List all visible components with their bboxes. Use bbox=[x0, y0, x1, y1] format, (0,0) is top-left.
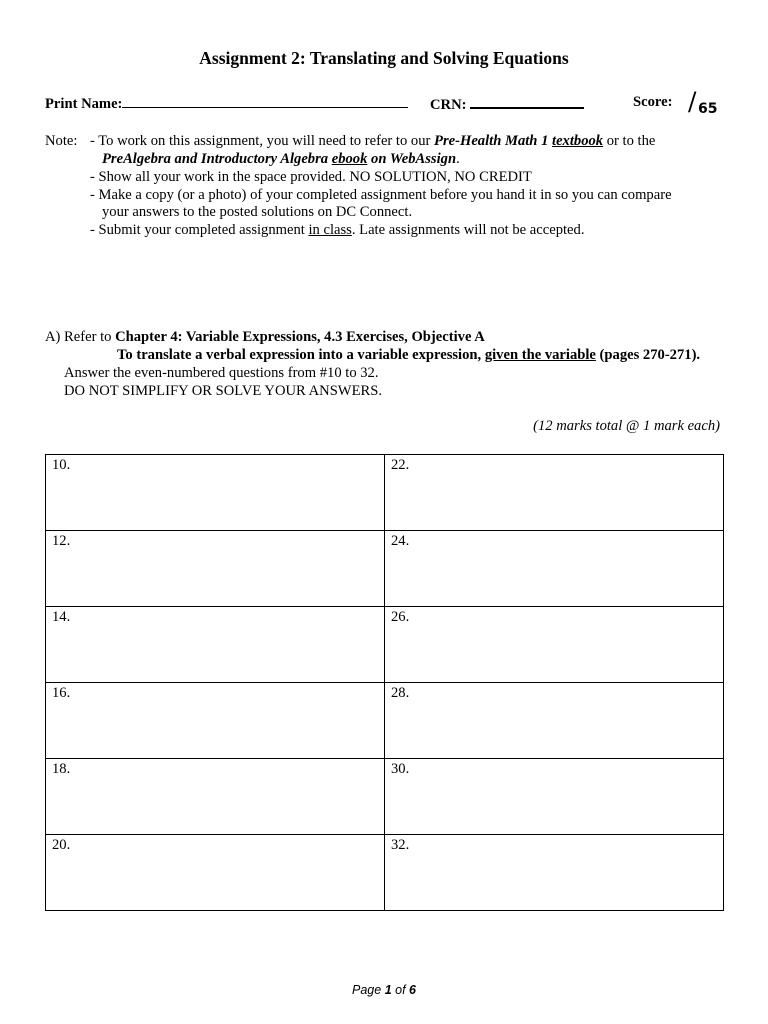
answer-cell[interactable]: 10. bbox=[46, 455, 385, 531]
crn-label: CRN: bbox=[430, 97, 467, 113]
section-a-objective bbox=[117, 347, 700, 364]
note-line-1-bold: Pre-Health Math 1 bbox=[434, 133, 553, 149]
answer-cell[interactable]: 26. bbox=[385, 607, 724, 683]
section-a-instruction-2: DO NOT SIMPLIFY OR SOLVE YOUR ANSWERS. bbox=[64, 383, 382, 399]
answer-cell[interactable]: 12. bbox=[46, 531, 385, 607]
note-line-2 bbox=[102, 151, 460, 168]
answer-cell[interactable]: 30. bbox=[385, 759, 724, 835]
page-of-word: of bbox=[391, 983, 410, 997]
score-slash: / bbox=[688, 87, 697, 116]
print-name-blank[interactable] bbox=[122, 94, 408, 108]
note-line-4: - Make a copy (or a photo) of your completed assignment before you hand it in so you can compare bbox=[90, 187, 672, 203]
print-name-field bbox=[45, 94, 408, 113]
table-row bbox=[46, 683, 724, 759]
score-label: Score: bbox=[633, 94, 673, 110]
note-line-2-post: . bbox=[456, 151, 460, 167]
section-a-objective-post: (pages 270-271). bbox=[595, 347, 701, 363]
answer-cell[interactable]: 32. bbox=[385, 835, 724, 911]
table-row bbox=[46, 607, 724, 683]
print-name-label: Print Name: bbox=[45, 96, 123, 112]
note-line-1-textbook: textbook bbox=[552, 133, 604, 149]
note-line-6-post: . Late assignments will not be accepted. bbox=[351, 222, 585, 238]
section-a-chapter: Chapter 4: Variable Expressions, 4.3 Exercises, Objective A bbox=[115, 329, 485, 345]
note-line-1-post: or to the bbox=[603, 133, 656, 149]
page-title: Assignment 2: Translating and Solving Equations bbox=[199, 48, 569, 68]
table-row bbox=[46, 455, 724, 531]
note-label: Note: bbox=[45, 133, 78, 149]
answer-cell[interactable]: 16. bbox=[46, 683, 385, 759]
section-a-objective-underlined: given the variable bbox=[484, 347, 596, 363]
answer-cell[interactable]: 22. bbox=[385, 455, 724, 531]
score-total: 65 bbox=[698, 101, 718, 117]
page-current: 1 bbox=[384, 983, 392, 997]
section-a-marks: (12 marks total @ 1 mark each) bbox=[533, 418, 720, 434]
answer-cell[interactable]: 24. bbox=[385, 531, 724, 607]
answer-cell[interactable]: 28. bbox=[385, 683, 724, 759]
crn-blank[interactable] bbox=[470, 94, 584, 109]
answer-cell[interactable]: 14. bbox=[46, 607, 385, 683]
page-word: Page bbox=[352, 983, 385, 997]
answer-table bbox=[45, 454, 724, 911]
section-a-heading bbox=[45, 329, 485, 346]
note-line-6-pre: - Submit your completed assignment bbox=[90, 222, 309, 238]
section-a-instruction-1: Answer the even-numbered questions from #10 to 32. bbox=[64, 365, 379, 381]
note-line-1-pre: - To work on this assignment, you will need to refer to our bbox=[90, 133, 435, 149]
table-row bbox=[46, 835, 724, 911]
crn-field bbox=[430, 94, 584, 114]
note-line-2-bold-end: on WebAssign bbox=[367, 151, 457, 167]
page-number bbox=[0, 982, 768, 999]
section-a-objective-pre: To translate a verbal expression into a variable expression, bbox=[117, 347, 485, 363]
answer-cell[interactable]: 20. bbox=[46, 835, 385, 911]
note-line-2-bold: PreAlgebra and Introductory Algebra bbox=[102, 151, 332, 167]
page-total: 6 bbox=[409, 983, 416, 997]
table-row bbox=[46, 759, 724, 835]
note-line-3: - Show all your work in the space provided. NO SOLUTION, NO CREDIT bbox=[90, 169, 532, 185]
note-line-2-ebook: ebook bbox=[331, 151, 368, 167]
note-line-1 bbox=[90, 133, 655, 150]
note-line-6-underlined: in class bbox=[308, 222, 352, 238]
answer-cell[interactable]: 18. bbox=[46, 759, 385, 835]
note-line-5: your answers to the posted solutions on DC Connect. bbox=[102, 204, 413, 220]
note-line-6 bbox=[90, 222, 584, 239]
table-row bbox=[46, 531, 724, 607]
section-a-prefix: A) Refer to bbox=[45, 329, 116, 345]
